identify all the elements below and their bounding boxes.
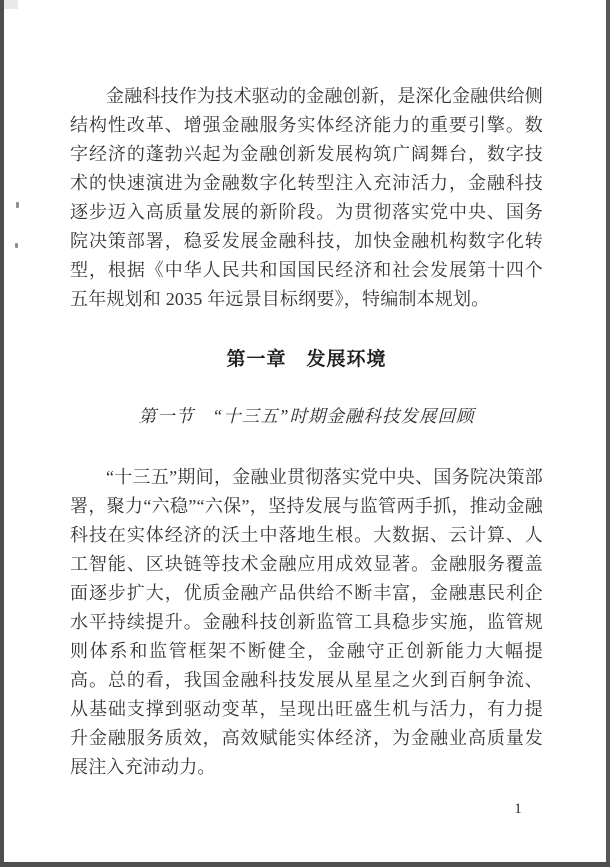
chapter-heading: 第一章 发展环境: [226, 349, 387, 370]
intro-paragraph: 金融科技作为技术驱动的金融创新，是深化金融供给侧结构性改革、增强金融服务实体经济能力的重要引擎。数字经济的蓬勃兴起为金融创新发展构筑广阔舞台，数字技术的快速演进为金融数字化转型注入充沛活力，金融科技逐步迈入高质量发展的新阶段。为贯彻落实党中央、国务院决策部署，稳妥发展金融科技，加快金融机构数字化转型，根据《中华人民共和国国民经济和社会发展第十四个五年规划和 2035 年远景目标纲要》，特编制本规划。: [70, 86, 543, 309]
page-number: 1: [514, 801, 522, 817]
section-body-paragraph: “十三五”期间，金融业贯彻落实党中央、国务院决策部署，聚力“六稳”“六保”，坚持发展与监管两手抓，推动金融科技在实体经济的沃土中落地生根。大数据、云计算、人工智能、区块链等技术金融应用成效显著。金融服务覆盖面逐步扩大，优质金融产品供给不断丰富，金融惠民利企水平持续提升。金融科技创新监管工具稳步实施，监管规则体系和监管框架不断健全，金融守正创新能力大幅提高。总的看，我国金融科技发展从星星之火到百舸争流、从基础支撑到驱动变革，呈现出旺盛生机与活力，有力提升金融服务质效，高效赋能实体经济，为金融业高质量发展注入充沛动力。: [70, 467, 543, 777]
scan-edge-bottom: [0, 862, 610, 867]
section-heading: 第一节 “十三五”时期金融科技发展回顾: [138, 406, 475, 426]
